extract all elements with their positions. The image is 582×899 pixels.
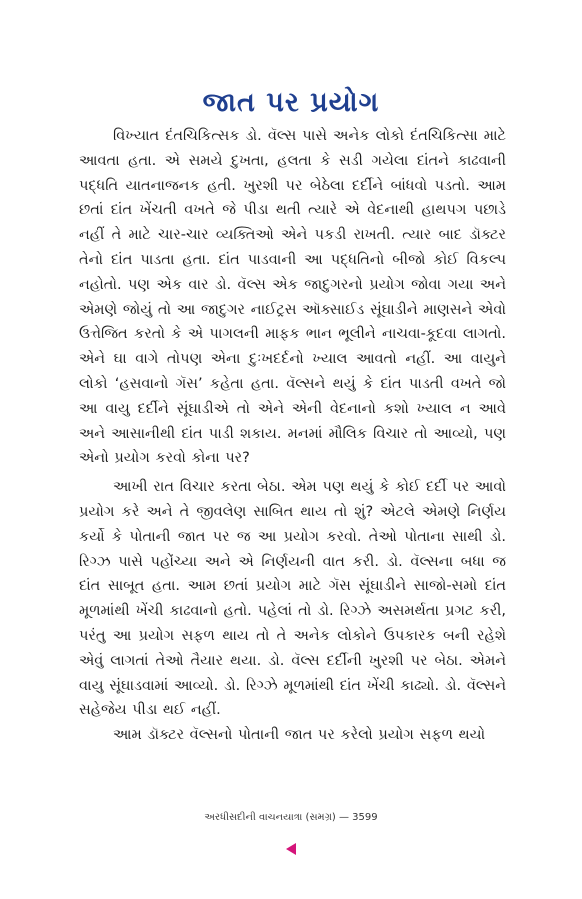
page-footer: અરધીસદીની વાચનયાત્રા (સમગ્ર) — 3599 bbox=[204, 812, 378, 823]
paragraph-2: આખી રાત વિચાર કરતા બેઠા. એમ પણ થયું કે કોઈ દર્દી પર આવો પ્રયોગ કરે અને તે જીવલેણ સાબિત થાય તો શું? એટલે એમણે નિર્ણય કર્યો કે પોતાની જાત પર જ આ પ્રયોગ કરવો. તેઓ પોતાના સાથી ડો. રિગ્ઝ પાસે પહોંચ્યા અને એ નિર્ણયની વાત કરી. ડો. વૅલ્સના બધા જ દાંત સાબૂત હતા. આમ છતાં પ્રયોગ માટે ગૅસ સૂંઘાડીને સાજો-સમો દાંત મૂળમાંથી ખેંચી કાઢવાનો હતો. પહેલાં તો ડો. રિગ્ઝે અસમર્થતા પ્રગટ કરી, પરંતુ આ પ્રયોગ સફળ થાય તો તે અનેક લોકોને ઉપકારક બની રહેશે એવું લાગતાં તેઓ તૈયાર થયા. ડો. વૅલ્સ દર્દીની ખુરશી પર બેઠા. એમને વાયુ સૂંઘાડવામાં આવ્યો. ડો. રિગ્ઝે મૂળમાંથી દાંત ખેંચી કાઢ્યો. ડો. વૅલ્સને સહેજેય પીડા થઈ નહીં. bbox=[79, 479, 506, 719]
page-title: જાત પર પ્રયોગ bbox=[202, 87, 380, 118]
prev-page-icon[interactable] bbox=[286, 843, 296, 855]
paragraph-3: આમ ડૉક્ટર વૅલ્સનો પોતાની જાત પર કરેલો પ્રયોગ સફળ થયો bbox=[113, 727, 486, 744]
article-body bbox=[79, 124, 506, 748]
paragraph-1: વિખ્યાત દંતચિકિત્સક ડો. વૅલ્સ પાસે અનેક લોકો દંતચિકિત્સા માટે આવતા હતા. એ સમયે દુખતા, હલતા કે સડી ગયેલા દાંતને કાઢવાની પદ્ધતિ યાતનાજનક હતી. ખુરશી પર બેઠેલા દર્દીને બાંધવો પડતો. આમ છતાં દાંત ખેંચતી વખતે જે પીડા થતી ત્યારે એ વેદનાથી હાથપગ પછાડે નહીં તે માટે ચાર-ચાર વ્યક્તિઓ એને પકડી રાખતી. ત્યાર બાદ ડૉક્ટર તેનો દાંત પાડતા હતા. દાંત પાડવાની આ પદ્ધતિનો બીજો કોઈ વિકલ્પ નહોતો. પણ એક વાર ડો. વૅલ્સ એક જાદુગરનો પ્રયોગ જોવા ગયા અને એમણે જોયું તો આ જાદુગર નાઈટ્રસ ઑક્સાઈડ સૂંઘાડીને માણસને એવો ઉત્તેજિત કરતો કે એ પાગલની માફક ભાન ભૂલીને નાચવા-કૂદવા લાગતો. એને ઘા વાગે તોપણ એના દુઃખદર્દનો ખ્યાલ આવતો નહીં. આ વાયુને લોકો ‘હસવાનો ગૅસ’ કહેતા હતા. વૅલ્સને થયું કે દાંત પાડતી વખતે જો આ વાયુ દર્દીને સૂંઘાડીએ તો એને એની વેદનાનો કશો ખ્યાલ ન આવે અને આસાનીથી દાંત પાડી શકાય. મનમાં મૌલિક વિચાર તો આવ્યો, પણ એનો પ્રયોગ કરવો કોના પર? bbox=[79, 128, 506, 467]
